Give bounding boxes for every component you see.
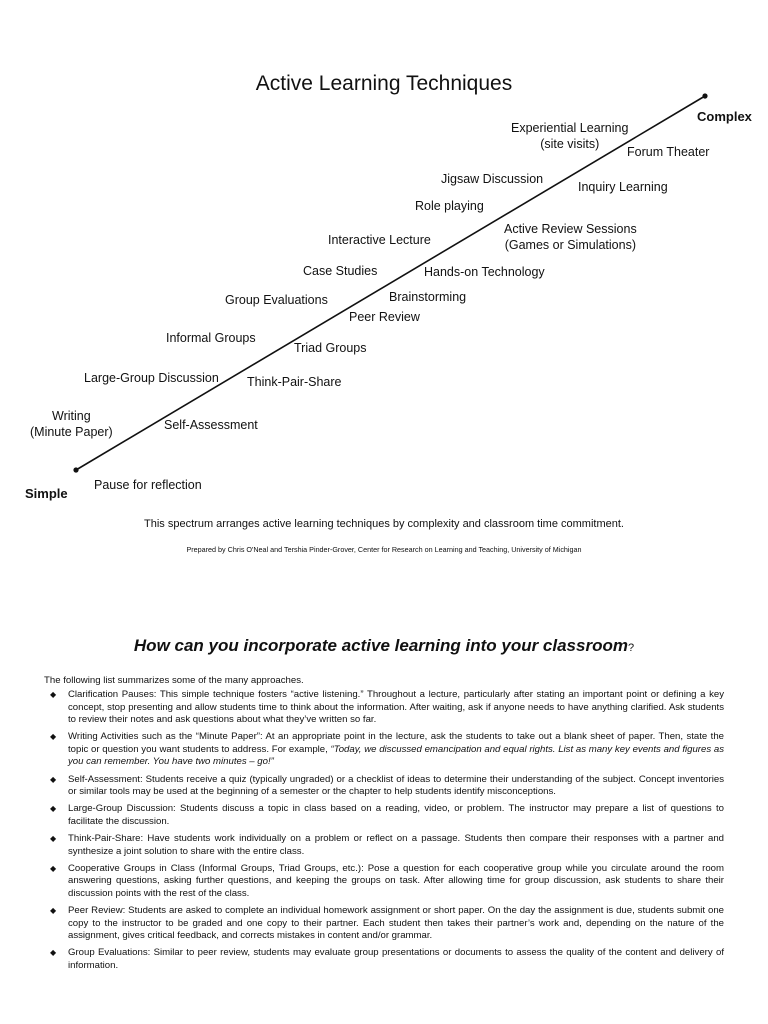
technique-triad-groups: Triad Groups [294, 341, 367, 355]
simple-end-dot [73, 467, 78, 472]
complex-label: Complex [697, 109, 752, 124]
list-item [44, 947, 724, 972]
list-item [44, 731, 724, 769]
list-item-text: Large-Group Discussion: Students discuss a topic in class based on a reading, video, or problem. The instructor may prepare a list of questions to facilitate the discussion. [68, 803, 724, 827]
technique-self-assessment: Self-Assessment [164, 418, 258, 432]
technique-writing: Writing (Minute Paper) [30, 409, 113, 439]
list-item-text: Clarification Pauses: This simple technique fosters “active listening.” Throughout a lecture, particularly after stating an important point or defining a key concept, stop presenting and allow students time to think about the information. After waiting, ask if anyone needs to have anything clarified. Ask students to review their notes and ask questions about what they’ve written so far. [68, 689, 724, 726]
approaches-list [44, 689, 724, 977]
technique-experiential: Experiential Learning (site visits) [511, 121, 629, 151]
list-item [44, 863, 724, 901]
bullet-icon: ◆ [50, 948, 57, 958]
bullet-icon: ◆ [50, 905, 57, 915]
bullet-icon: ◆ [50, 833, 57, 843]
section-intro: The following list summarizes some of the many approaches. [44, 675, 304, 686]
diagram-credit: Prepared by Chris O'Neal and Tershia Pinder-Grover, Center for Research on Learning and Teaching, University of Michigan [186, 545, 582, 554]
technique-forum-theater: Forum Theater [627, 145, 710, 159]
technique-pause: Pause for reflection [94, 478, 202, 492]
list-item-text: Peer Review: Students are asked to complete an individual homework assignment or short paper. On the day the assignment is due, students submit one copy to the instructor to be graded and one copy to their partner. Each student then takes their partner’s work and, depending on the nature of the assignment, gives critical feedback, and corrects mistakes in content and/or grammar. [68, 904, 724, 942]
diagram-title: Active Learning Techniques [255, 72, 513, 95]
technique-hands-on: Hands-on Technology [424, 265, 545, 279]
bullet-icon: ◆ [50, 804, 57, 814]
technique-jigsaw: Jigsaw Discussion [441, 172, 544, 186]
technique-role-playing: Role playing [415, 199, 484, 213]
list-item-text: Self-Assessment: Students receive a quiz (typically ungraded) or a checklist of ideas to determine their understanding of the subject. Concept inventories or similar tools may be used at the beginning of a semester or the chapter to help students identify misconceptions. [68, 773, 724, 798]
section-heading [0, 636, 768, 656]
bullet-icon: ◆ [50, 732, 57, 742]
technique-group-evaluations: Group Evaluations [225, 293, 328, 307]
technique-interactive-lecture: Interactive Lecture [328, 233, 431, 247]
list-item [44, 833, 724, 858]
technique-peer-review: Peer Review [349, 310, 420, 324]
technique-informal-groups: Informal Groups [166, 331, 256, 345]
list-item [44, 689, 724, 727]
simple-label: Simple [25, 486, 68, 501]
list-item-text: Writing Activities such as the “Minute Paper”: At an appropriate point in the lecture, ask the students to take out a blank sheet of paper. Then, state the topic or question you want students to address. For example, [68, 731, 724, 755]
bullet-icon: ◆ [50, 690, 57, 699]
technique-inquiry: Inquiry Learning [578, 180, 668, 194]
list-item-text: Think-Pair-Share: Have students work individually on a problem or reflect on a passage. Students then compare their responses with a partner and synthesize a joint solution to share with the entire class. [68, 832, 724, 857]
list-item [44, 774, 724, 799]
technique-case-studies: Case Studies [303, 264, 378, 278]
complex-end-dot [702, 93, 707, 98]
list-item [44, 905, 724, 943]
bullet-icon: ◆ [50, 863, 57, 873]
technique-active-review: Active Review Sessions (Games or Simulations) [504, 222, 637, 252]
list-item-emphasis: “Today, we discussed emancipation and equal rights. List as many key events and figures as you can remember. You have two minutes – go!” [68, 743, 724, 768]
list-item-text: Group Evaluations: Similar to peer review, students may evaluate group presentations or documents to assess the quality of the content and delivery of information. [68, 947, 724, 971]
technique-brainstorming: Brainstorming [389, 290, 467, 304]
section-heading-mark: ? [627, 642, 635, 654]
spectrum-line [76, 96, 705, 470]
list-item-text: Cooperative Groups in Class (Informal Groups, Triad Groups, etc.): Pose a question for each cooperative group while you circulate around the room answering questions, asking further questions, and keeping the groups on task. After allowing time for group discussion, ask students to share their discussion points with the rest of the class. [68, 862, 724, 899]
list-item [44, 803, 724, 828]
diagram-caption: This spectrum arranges active learning techniques by complexity and classroom time commitment. [144, 518, 624, 530]
bullet-icon: ◆ [50, 774, 57, 784]
technique-think-pair-share: Think-Pair-Share [247, 375, 342, 389]
section-heading-text: How can you incorporate active learning into your classroom [133, 636, 628, 655]
technique-large-group: Large-Group Discussion [84, 371, 219, 385]
